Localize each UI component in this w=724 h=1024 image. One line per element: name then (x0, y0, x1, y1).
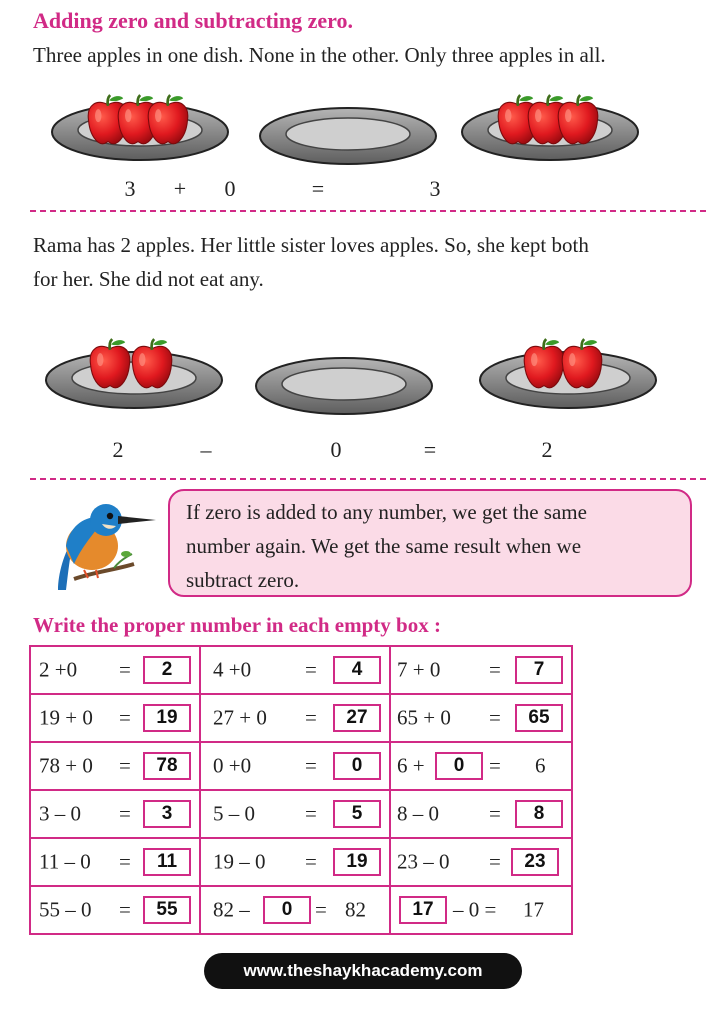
equals-sign: = (119, 801, 131, 826)
table-row (30, 838, 572, 886)
exercise-table (29, 645, 573, 935)
problem-text: 11 – 0 (39, 849, 91, 874)
table-row (30, 646, 572, 694)
apple-icon (88, 338, 132, 390)
answer-box[interactable]: 7 (515, 656, 563, 684)
equals-sign: = (489, 705, 501, 730)
equals-sign: = (489, 849, 501, 874)
equation-operand-b: 0 (330, 437, 342, 462)
problem-text: 19 + 0 (39, 705, 93, 730)
plate-with-three-apples-result (460, 102, 640, 162)
problem-text: 7 + 0 (397, 657, 441, 682)
answer-box[interactable]: 78 (143, 752, 191, 780)
answer-box[interactable]: 11 (143, 848, 191, 876)
problem-text: 65 + 0 (397, 705, 451, 730)
answer-box[interactable]: 0 (263, 896, 311, 924)
equals-sign: = (489, 801, 501, 826)
equation-operator: – (200, 437, 212, 462)
section1-text: Three apples in one dish. None in the other. Only three apples in all. (33, 43, 606, 67)
answer-box[interactable]: 17 (399, 896, 447, 924)
answer-box[interactable]: 19 (143, 704, 191, 732)
problem-text: 0 +0 (213, 753, 252, 778)
section2-text-line1: Rama has 2 apples. Her little sister loves apples. So, she kept both (33, 233, 589, 257)
problem-result: 6 (535, 753, 546, 778)
answer-box[interactable]: 3 (143, 800, 191, 828)
equation-operand-b: 0 (224, 176, 236, 201)
equation-operand-a: 3 (124, 176, 136, 201)
equals-sign: = (305, 753, 317, 778)
problem-text: 8 – 0 (397, 801, 439, 826)
note-line1: If zero is added to any number, we get the same (186, 500, 587, 524)
apple-icon (556, 94, 600, 146)
equation-operator: + (173, 176, 187, 201)
table-row (30, 742, 572, 790)
equation-result: 3 (429, 176, 441, 201)
equals-sign: = (119, 849, 131, 874)
kingfisher-bird-icon (44, 494, 164, 594)
answer-box[interactable]: 0 (333, 752, 381, 780)
apple-icon (130, 338, 174, 390)
equals-sign: = (489, 657, 501, 682)
problem-text: 6 + (397, 753, 425, 778)
plate-with-two-apples (44, 350, 224, 410)
equals-sign: = (315, 897, 327, 922)
answer-box[interactable]: 27 (333, 704, 381, 732)
answer-box[interactable]: 55 (143, 896, 191, 924)
apple-icon (146, 94, 190, 146)
problem-text: 23 – 0 (397, 849, 450, 874)
section2-text-line2: for her. She did not eat any. (33, 267, 264, 291)
plate-with-two-apples-result (478, 350, 658, 410)
problem-result: 82 (345, 897, 366, 922)
answer-box[interactable]: 5 (333, 800, 381, 828)
equation-operand-a: 2 (112, 437, 124, 462)
equals-sign: = (305, 801, 317, 826)
problem-text: 2 +0 (39, 657, 78, 682)
problem-text: – 0 = (453, 897, 497, 922)
problem-text: 27 + 0 (213, 705, 267, 730)
answer-box[interactable]: 0 (435, 752, 483, 780)
equals-sign: = (305, 657, 317, 682)
equation-equals: = (423, 437, 437, 462)
answer-box[interactable]: 19 (333, 848, 381, 876)
equals-sign: = (305, 705, 317, 730)
answer-box[interactable]: 8 (515, 800, 563, 828)
plate-with-three-apples (50, 102, 230, 162)
equals-sign: = (119, 897, 131, 922)
note-line2: number again. We get the same result when we (186, 534, 582, 558)
equation-result: 2 (541, 437, 553, 462)
empty-plate (254, 356, 434, 416)
answer-box[interactable]: 23 (511, 848, 559, 876)
problem-text: 3 – 0 (39, 801, 81, 826)
problem-text: 19 – 0 (213, 849, 266, 874)
table-row (30, 790, 572, 838)
equals-sign: = (489, 753, 501, 778)
apple-icon (560, 338, 604, 390)
section-divider (30, 210, 706, 212)
footer-website-link[interactable]: www.theshaykhacademy.com (204, 953, 522, 989)
problem-text: 4 +0 (213, 657, 252, 682)
equals-sign: = (119, 657, 131, 682)
zero-rule-note (168, 489, 692, 597)
table-row (30, 886, 572, 934)
equals-sign: = (119, 753, 131, 778)
table-row (30, 694, 572, 742)
problem-text: 55 – 0 (39, 897, 92, 922)
answer-box[interactable]: 2 (143, 656, 191, 684)
problem-text: 82 – (213, 897, 250, 922)
section-title: Adding zero and subtracting zero. (33, 8, 354, 33)
answer-box[interactable]: 4 (333, 656, 381, 684)
problem-text: 5 – 0 (213, 801, 255, 826)
answer-box[interactable]: 65 (515, 704, 563, 732)
section-divider (30, 478, 706, 480)
equals-sign: = (305, 849, 317, 874)
problem-result: 17 (523, 897, 544, 922)
exercise-title: Write the proper number in each empty box : (33, 613, 441, 637)
note-line3: subtract zero. (186, 568, 300, 592)
empty-plate (258, 106, 438, 166)
equation-equals: = (311, 176, 325, 201)
equals-sign: = (119, 705, 131, 730)
problem-text: 78 + 0 (39, 753, 93, 778)
